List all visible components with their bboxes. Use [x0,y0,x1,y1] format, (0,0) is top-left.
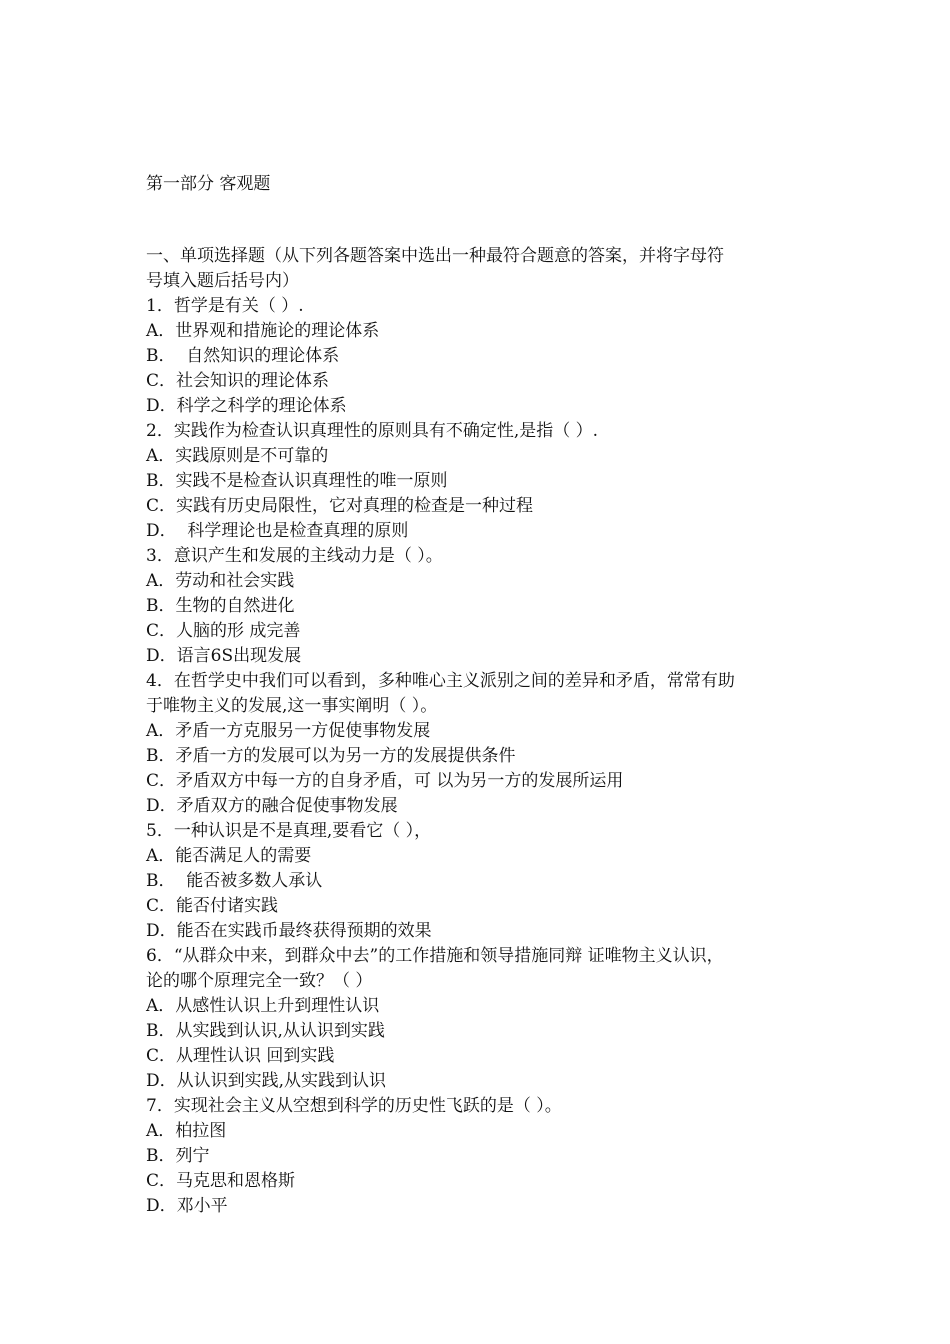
question-7: 7．实现社会主义从空想到科学的历史性飞跃的是（ ）。 [146,1096,562,1116]
question-3-option-d: D．语言6S出现发展 [146,646,302,666]
question-2-option-c: C．实践有历史局限性，它对真理的检查是一种过程 [146,496,534,516]
question-6-option-b: B．从实践到认识,从认识到实践 [146,1021,385,1041]
question-1: 1．哲学是有关（ ）. [146,296,304,316]
question-3-option-c: C．人脑的形 成完善 [146,621,301,641]
question-1-option-a: A．世界观和措施论的理论体系 [146,321,380,341]
question-4-option-a: A．矛盾一方克服另一方促使事物发展 [146,721,431,741]
question-1-option-d: D．科学之科学的理论体系 [146,396,347,416]
question-3-option-b: B．生物的自然进化 [146,596,295,616]
question-3: 3．意识产生和发展的主线动力是（ ）。 [146,546,443,566]
question-4-option-b: B．矛盾一方的发展可以为另一方的发展提供条件 [146,746,516,766]
question-5-option-c: C．能否付诸实践 [146,896,279,916]
question-6-line-2: 论的哪个原理完全一致？（ ） [146,971,373,991]
question-4-option-c: C．矛盾双方中每一方的自身矛盾，可 以为另一方的发展所运用 [146,771,624,791]
question-1-option-b: B． 自然知识的理论体系 [146,346,340,366]
section-heading-line-1: 一、单项选择题（从下列各题答案中选出一种最符合题意的答案，并将字母符 [146,246,724,266]
question-3-option-a: A．劳动和社会实践 [146,571,295,591]
question-6-option-c: C．从理性认识 回到实践 [146,1046,335,1066]
question-7-option-d: D．邓小平 [146,1196,228,1216]
section-heading-line-2: 号填入题后括号内） [146,271,299,291]
part-title: 第一部分 客观题 [146,174,271,194]
question-5-option-b: B． 能否被多数人承认 [146,871,323,891]
question-5: 5．一种认识是不是真理,要看它（ ）， [146,821,432,841]
question-6-line-1: 6．“从群众中来，到群众中去”的工作措施和领导措施同辩 证唯物主义认识， [146,946,724,966]
question-4-line-1: 4．在哲学史中我们可以看到，多种唯心主义派别之间的差异和矛盾，常常有助 [146,671,735,691]
question-2-option-d: D． 科学理论也是检查真理的原则 [146,521,409,541]
question-5-option-d: D．能否在实践币最终获得预期的效果 [146,921,432,941]
question-list [146,244,816,1219]
question-2-option-b: B．实践不是检查认识真理性的唯一原则 [146,471,448,491]
question-2-option-a: A．实践原则是不可靠的 [146,446,329,466]
question-6-option-a: A．从感性认识上升到理性认识 [146,996,380,1016]
question-2: 2．实践作为检查认识真理性的原则具有不确定性,是指（ ）. [146,421,599,441]
question-7-option-c: C．马克思和恩格斯 [146,1171,296,1191]
question-4-line-2: 于唯物主义的发展,这一事实阐明（ ）。 [146,696,438,716]
question-5-option-a: A．能否满足人的需要 [146,846,312,866]
question-1-option-c: C．社会知识的理论体系 [146,371,330,391]
question-6-option-d: D．从认识到实践,从实践到认识 [146,1071,387,1091]
question-7-option-b: B．列宁 [146,1146,210,1166]
question-7-option-a: A．柏拉图 [146,1121,227,1141]
question-4-option-d: D．矛盾双方的融合促使事物发展 [146,796,398,816]
